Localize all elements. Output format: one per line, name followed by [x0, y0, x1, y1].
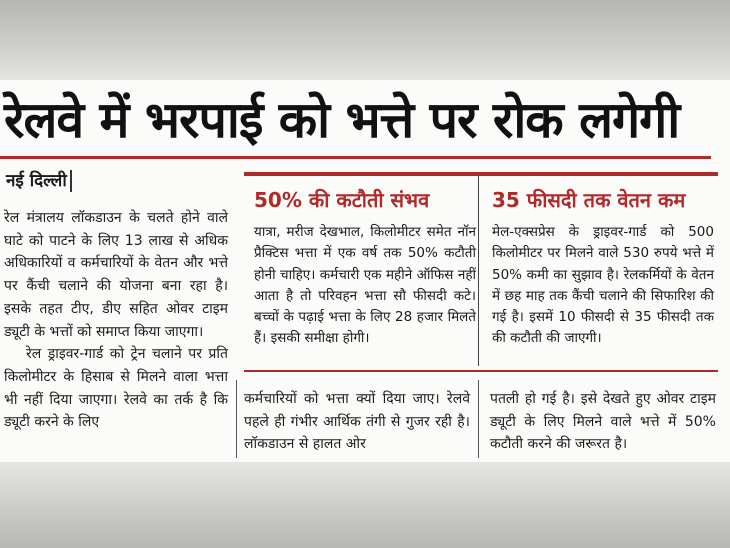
box-bottom-rule: [244, 370, 718, 372]
paragraph: कर्मचारियों को भत्ता क्यों दिया जाए। रेलवे पहले ही गंभीर आर्थिक तंगी से गुजर रही है। लॉकडाउन से हालत ओर: [244, 391, 470, 453]
box-divider: [478, 176, 479, 366]
column-divider: [478, 380, 479, 458]
column-divider: [236, 380, 237, 458]
box-left-paragraph: यात्रा, मरीज देखभाल, किलोमीटर समेत नॉन प्रैक्टिस भत्ता में एक वर्ष तक 50% कटौती होनी चाहिए। कर्मचारी एक महीने ऑफिस नहीं आता है तो परिवहन भत्ता सौ फीसदी कटे। बच्चों के पढ़ाई भत्ता के लिए 28 हजार मिलते हैं। इसकी समीक्षा होगी।: [254, 224, 476, 347]
middle-column: [244, 388, 470, 456]
box-right-paragraph: मेल-एक्सप्रेस के ड्राइवर-गार्ड को 500 किलोमीटर पर मिलने वाले 530 रुपये भत्ते में 50% कमी का सुझाव है। रेलकर्मियों के वेतन में छह माह तक कैंची चलाने की सिफारिश की गई है। इसमें 10 फीसदी से 35 फीसदी तक की कटौती की जाएगी।: [492, 224, 714, 347]
box-left-text: [254, 222, 476, 350]
photo-background-top: [0, 0, 730, 80]
dateline: नई दिल्ली: [6, 171, 67, 191]
box-left-heading: 50% की कटौती संभव: [254, 188, 430, 212]
highlight-box: [244, 172, 718, 370]
left-column: [4, 207, 228, 434]
paragraph: पतली हो गई है। इसे देखते हुए ओवर टाइम ड्यूटी के लिए मिलने वाले भत्ते में 50% कटौती करने की जरूरत है।: [490, 391, 716, 453]
paragraph: रेल मंत्रालय लॉकडाउन के चलते होने वाले घाटे को पाटने के लिए 13 लाख से अधिक अधिकारियों व कर्मचारियों के वेतन और भत्ते पर कैंची चलाने की योजना बना रहा है। इसके तहत टीए, डीए सहित ओवर टाइम ड्यूटी के भत्तों को समाप्त किया जाएगा।: [4, 210, 228, 340]
headline-rule: [0, 156, 711, 159]
photo-background-bottom: [0, 462, 730, 548]
right-column: [490, 388, 716, 456]
headline: रेलवे में भरपाई को भत्ते पर रोक लगेगी: [4, 91, 680, 149]
box-right-text: [492, 222, 714, 350]
dateline-separator: [70, 170, 72, 192]
paragraph: रेल ड्राइवर-गार्ड को ट्रेन चलाने पर प्रति किलोमीटर के हिसाब से मिलने वाला भत्ता भी नहीं दिया जाएगा। रेलवे का तर्क है कि ड्यूटी करने के लिए: [4, 346, 228, 431]
box-right-heading: 35 फीसदी तक वेतन कम: [492, 188, 686, 212]
